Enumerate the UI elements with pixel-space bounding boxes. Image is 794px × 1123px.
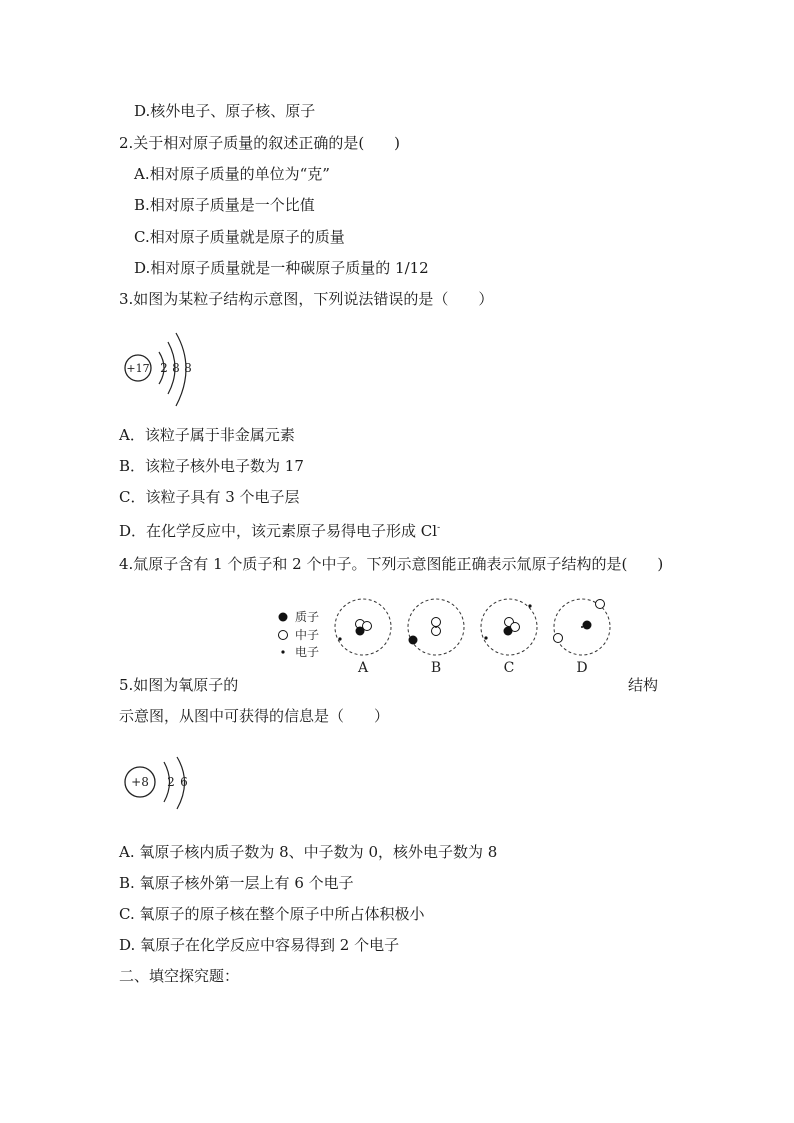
section-title: 二、填空探究题： xyxy=(119,967,240,985)
legend-neutron-icon xyxy=(279,631,288,640)
option-b-neutron-1 xyxy=(432,618,441,627)
q5-option-d: D. 氧原子在化学反应中容易得到 2 个电子 xyxy=(119,936,400,954)
q2-option-c: C.相对原子质量就是原子的质量 xyxy=(134,228,345,246)
q3-option-a: A．该粒子属于非金属元素 xyxy=(119,426,295,444)
option-d-label: D xyxy=(576,660,588,676)
q3-nucleus-charge: +17 xyxy=(126,362,150,375)
legend-proton-label: 质子 xyxy=(295,610,320,624)
q2-option-a: A.相对原子质量的单位为“克” xyxy=(134,165,330,183)
legend-proton-icon xyxy=(279,613,288,622)
q5-stem-line2: 示意图，从图中可获得的信息是（ ） xyxy=(119,707,390,725)
option-d-neutron-2 xyxy=(554,634,563,643)
option-d-center-dot xyxy=(581,626,583,628)
q2-option-b: B.相对原子质量是一个比值 xyxy=(134,196,315,214)
tritium-structure-options xyxy=(270,592,650,678)
q3-stem: 3.如图为某粒子结构示意图，下列说法错误的是（ ） xyxy=(119,290,494,308)
option-d-proton xyxy=(583,621,592,630)
q4-stem: 4.氚原子含有 1 个质子和 2 个中子。下列示意图能正确表示氚原子结构的是( ) xyxy=(119,555,664,573)
option-c-proton xyxy=(504,627,513,636)
q5-option-b: B. 氧原子核外第一层上有 6 个电子 xyxy=(119,874,354,892)
option-a-proton xyxy=(356,627,365,636)
q5-stem-right: 结构 xyxy=(628,676,659,694)
option-a-label: A xyxy=(357,660,369,676)
legend-electron-icon xyxy=(281,650,284,653)
oxygen-structure-diagram xyxy=(120,755,200,817)
option-c-electron xyxy=(484,636,487,639)
option-b-proton xyxy=(409,636,418,645)
q5-shell-1-count: 2 xyxy=(167,775,175,789)
q1-option-d: D.核外电子、原子核、原子 xyxy=(134,102,316,120)
q5-shell-2-count: 6 xyxy=(180,775,188,789)
q2-option-d: D.相对原子质量就是一种碳原子质量的 1/12 xyxy=(134,259,429,277)
legend-electron-label: 电子 xyxy=(295,645,320,659)
q2-stem: 2.关于相对原子质量的叙述正确的是( ) xyxy=(119,134,401,152)
q5-stem-left: 5.如图为氧原子的 xyxy=(119,676,239,694)
q3-option-d-superscript: - xyxy=(437,523,441,533)
q5-nucleus-charge: +8 xyxy=(131,775,149,789)
option-b-label: B xyxy=(430,660,442,676)
option-b-center-dot xyxy=(435,626,437,628)
option-d-neutron-1 xyxy=(596,600,605,609)
option-c-label: C xyxy=(503,660,515,676)
q3-option-b: B．该粒子核外电子数为 17 xyxy=(119,457,304,475)
q5-option-a: A. 氧原子核内质子数为 8、中子数为 0，核外电子数为 8 xyxy=(119,843,498,861)
q3-shell-1-count: 2 xyxy=(160,361,168,375)
q3-shell-2-count: 8 xyxy=(172,361,180,375)
option-c-electron-2 xyxy=(528,604,531,607)
option-a-electron xyxy=(338,637,341,640)
q3-shell-3-count: 8 xyxy=(184,361,192,375)
chlorine-structure-diagram xyxy=(118,330,208,412)
legend-neutron-label: 中子 xyxy=(295,628,320,642)
q3-option-d-text: D．在化学反应中，该元素原子易得电子形成 Cl xyxy=(119,522,438,540)
q3-option-d xyxy=(119,519,440,540)
q5-option-c: C. 氧原子的原子核在整个原子中所占体积极小 xyxy=(119,905,425,923)
q3-option-c: C．该粒子具有 3 个电子层 xyxy=(119,488,300,506)
